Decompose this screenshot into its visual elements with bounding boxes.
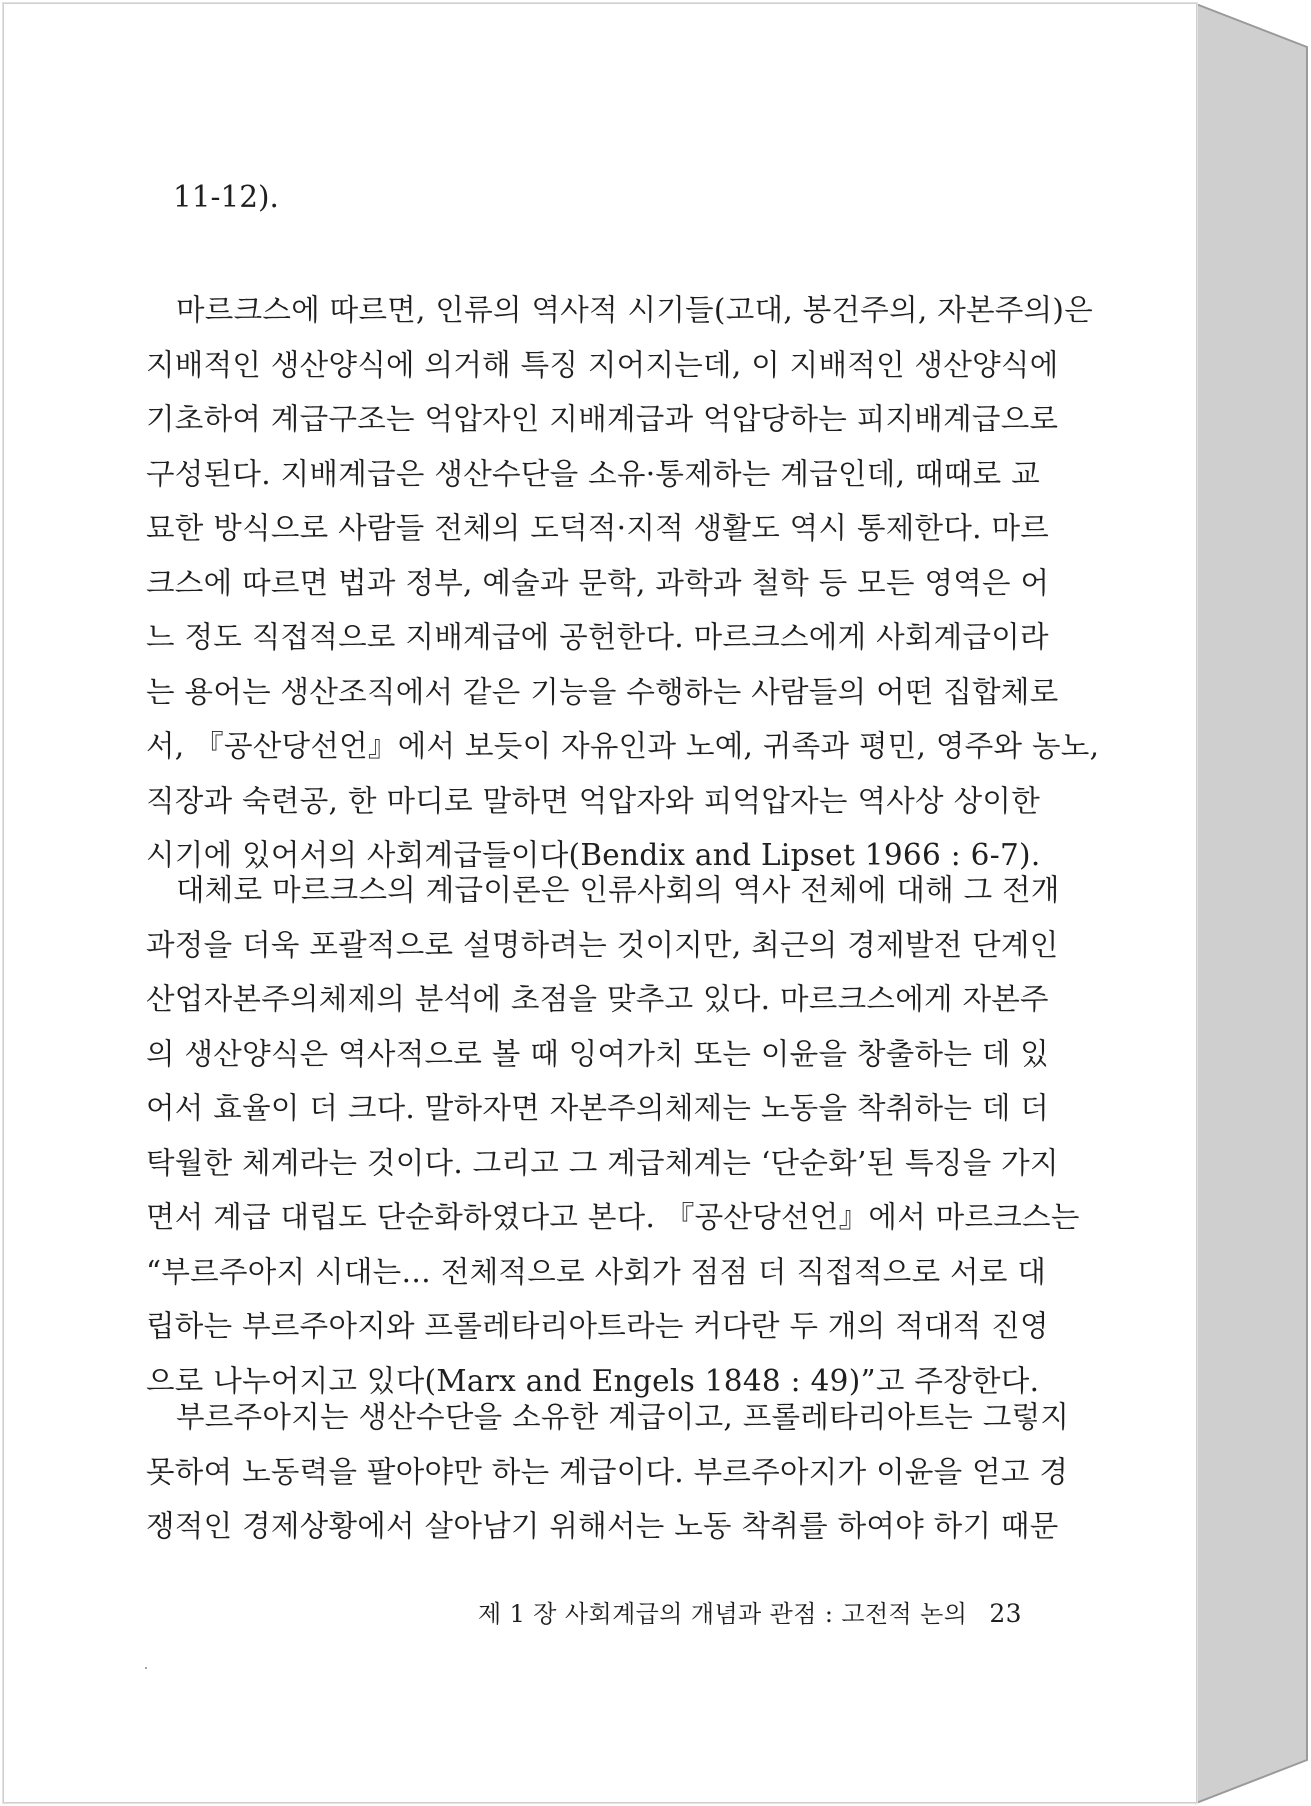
text-line: 립하는 부르주아지와 프롤레타리아트라는 커다란 두 개의 적대적 진영 xyxy=(146,1309,1049,1343)
text-line: 부르주아지는 생산수단을 소유한 계급이고, 프롤레타리아트는 그렇지 xyxy=(176,1400,1070,1434)
text-line: 산업자본주의체제의 분석에 초점을 맞추고 있다. 마르크스에게 자본주 xyxy=(146,982,1049,1016)
paragraph-3 xyxy=(146,1390,1070,1554)
text-line: 직장과 숙련공, 한 마디로 말하면 억압자와 피억압자는 역사상 상이한 xyxy=(146,783,1040,818)
text-line: 크스에 따르면 법과 정부, 예술과 문학, 과학과 철학 등 모든 영역은 어 xyxy=(146,565,1050,600)
text-line: 구성된다. 지배계급은 생산수단을 소유·통제하는 계급인데, 때때로 교 xyxy=(146,456,1040,491)
text-line: 마르크스에 따르면, 인류의 역사적 시기들(고대, 봉건주의, 자본주의)은 xyxy=(176,293,1094,327)
chapter-running-head: 제 1 장 사회계급의 개념과 관점 : 고전적 논의 xyxy=(478,1600,968,1628)
text-line: 면서 계급 대립도 단순화하였다고 본다. 『공산당선언』에서 마르크스는 xyxy=(146,1200,1080,1234)
page-footer xyxy=(478,1594,1022,1629)
continued-citation: 11-12). xyxy=(173,180,279,214)
text-line: 어서 효율이 더 크다. 말하자면 자본주의체제는 노동을 착취하는 데 더 xyxy=(146,1091,1050,1125)
page-number: 23 xyxy=(989,1599,1022,1628)
text-line: 쟁적인 경제상황에서 살아남기 위해서는 노동 착취를 하여야 하기 때문 xyxy=(146,1509,1059,1543)
scan-speck xyxy=(145,1667,147,1669)
text-line: 못하여 노동력을 팔아야만 하는 계급이다. 부르주아지가 이윤을 얻고 경 xyxy=(146,1454,1069,1489)
text-line: 탁월한 체계라는 것이다. 그리고 그 계급체계는 ‘단순화’된 특징을 가지 xyxy=(146,1145,1059,1180)
text-line: 으로 나누어지고 있다(Marx and Engels 1848 : 49)”고 주장한다. xyxy=(146,1363,1040,1398)
text-line: “부르주아지 시대는… 전체적으로 사회가 점점 더 직접적으로 서로 대 xyxy=(146,1254,1047,1289)
paragraph-2 xyxy=(146,863,1080,1408)
text-line: 지배적인 생산양식에 의거해 특징 지어지는데, 이 지배적인 생산양식에 xyxy=(146,347,1059,382)
text-line: 묘한 방식으로 사람들 전체의 도덕적·지적 생활도 역시 통제한다. 마르 xyxy=(146,511,1050,545)
text-line: 서, 『공산당선언』에서 보듯이 자유인과 노예, 귀족과 평민, 영주와 농노, xyxy=(146,729,1100,763)
text-line: 과정을 더욱 포괄적으로 설명하려는 것이지만, 최근의 경제발전 단계인 xyxy=(146,927,1059,962)
text-line: 느 정도 직접적으로 지배계급에 공헌한다. 마르크스에게 사회계급이라 xyxy=(146,620,1049,654)
text-line: 시기에 있어서의 사회계급들이다(Bendix and Lipset 1966 : 6-7). xyxy=(146,838,1041,872)
text-line: 는 용어는 생산조직에서 같은 기능을 수행하는 사람들의 어떤 집합체로 xyxy=(146,674,1059,709)
text-line: 의 생산양식은 역사적으로 볼 때 잉여가치 또는 이윤을 창출하는 데 있 xyxy=(146,1036,1050,1071)
text-line: 대체로 마르크스의 계급이론은 인류사회의 역사 전체에 대해 그 전개 xyxy=(176,873,1060,907)
text-line: 기초하여 계급구조는 억압자인 지배계급과 억압당하는 피지배계급으로 xyxy=(146,402,1059,436)
paragraph-1 xyxy=(146,283,1100,883)
